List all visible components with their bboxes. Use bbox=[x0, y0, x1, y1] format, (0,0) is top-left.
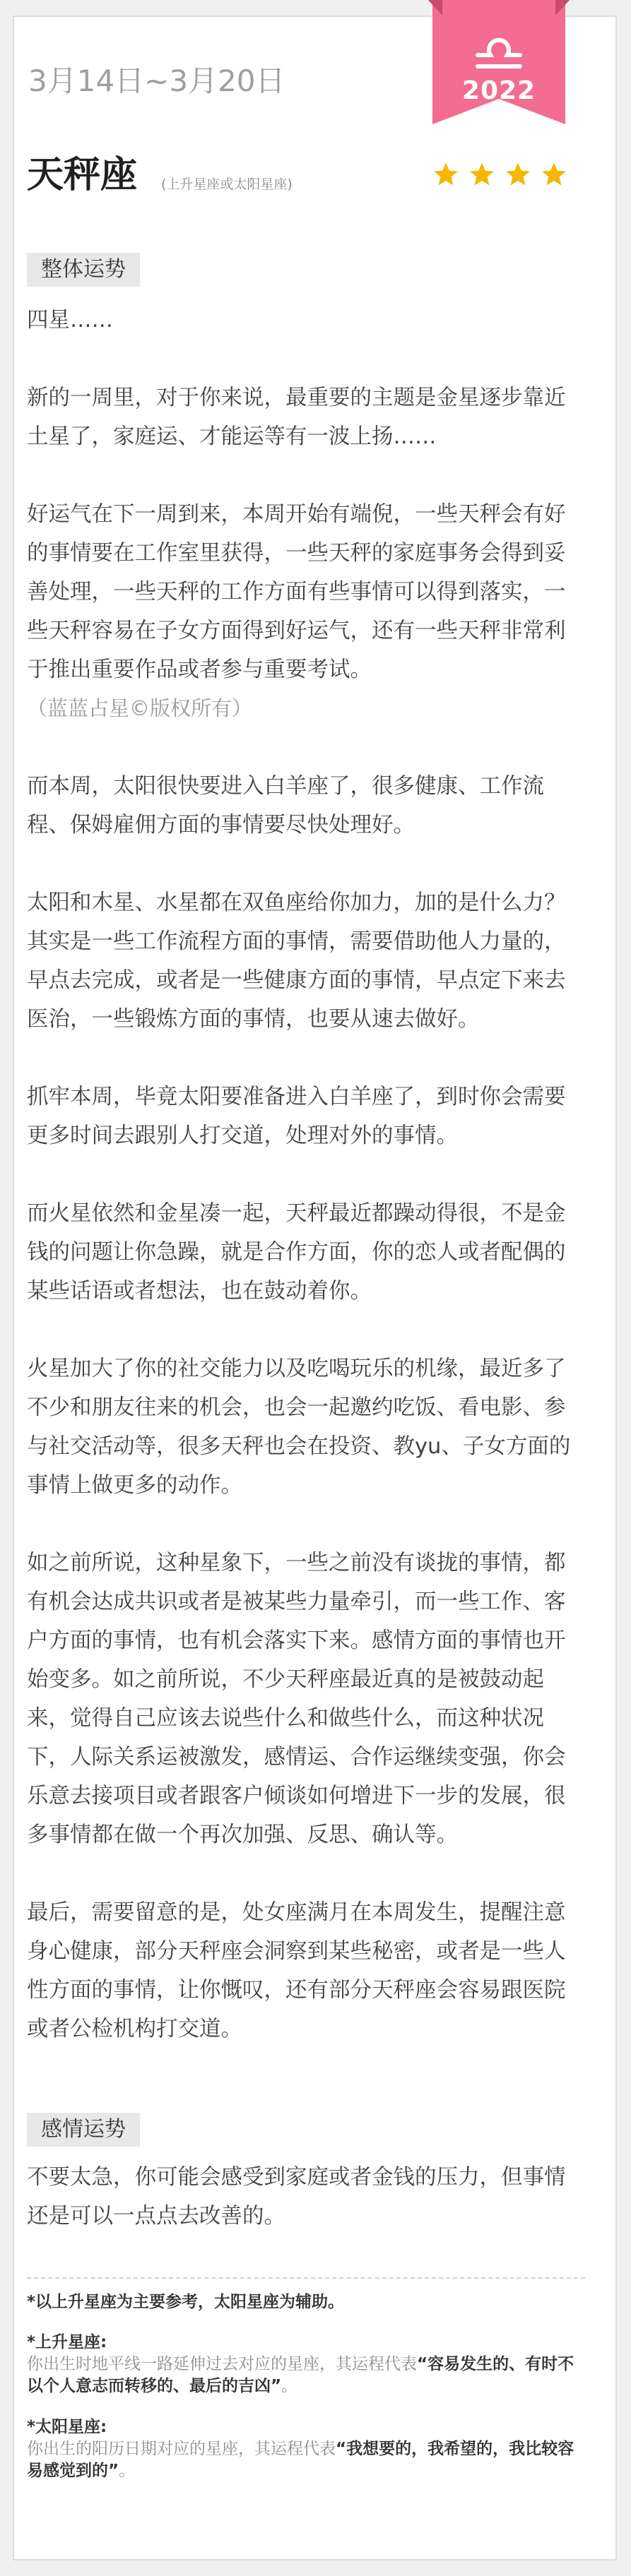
sun-desc: 你出生的阳历日期对应的星座，其运程代表 bbox=[27, 2440, 336, 2458]
rising-quote: “容易发生的、有时不以个人意志而转移的、最后的吉凶” bbox=[27, 2355, 574, 2395]
rising-desc: 你出生时地平线一路延伸过去对应的星座，其运程代表 bbox=[27, 2355, 417, 2373]
overall-paragraph-text: 好运气在下一周到来，本周开始有端倪，一些天秤会有好的事情要在工作室里获得，一些天秤的家庭事务会得到妥善处理，一些天秤的工作方面有些事情可以得到落实，一些天秤容易在子女方面得到好运气，还有一些天秤非常利于推出重要作品或者参与重要考试。 bbox=[27, 502, 566, 682]
overall-paragraph bbox=[27, 495, 585, 728]
sun-label: *太阳星座: bbox=[27, 2418, 107, 2436]
rising-label: *上升星座: bbox=[27, 2333, 107, 2351]
star-icon bbox=[541, 161, 567, 188]
date-range: 3月14日~3月20日 bbox=[28, 64, 285, 98]
overall-paragraph: 最后，需要留意的是，处女座满月在本周发生，提醒注意身心健康，部分天秤座会洞察到某些秘密，或者是一些人性方面的事情，让你慨叹，还有部分天秤座会容易跟医院或者公检机构打交道。 bbox=[27, 1900, 566, 2041]
sign-title: 天秤座 bbox=[27, 154, 138, 196]
sun-quote: “我想要的，我希望的，我比较容易感觉到的” bbox=[27, 2440, 574, 2480]
overall-paragraph: 而火星依然和金星凑一起，天秤最近都躁动得很，不是金钱的问题让你急躁，就是合作方面，你的恋人或者配偶的某些话语或者想法，也在鼓动着你。 bbox=[27, 1201, 566, 1304]
footer-divider bbox=[27, 2277, 585, 2279]
year-label: 2022 bbox=[461, 76, 536, 105]
overall-paragraph: 而本周，太阳很快要进入白羊座了，很多健康、工作流程、保姆雇佣方面的事情要尽快处理好。 bbox=[27, 774, 544, 837]
footer-main-note-text: *以上升星座为主要参考，太阳星座为辅助。 bbox=[27, 2293, 345, 2311]
sun-end: 。 bbox=[119, 2462, 136, 2480]
overall-fortune-tag: 整体运势 bbox=[27, 253, 140, 287]
footer-rising-note bbox=[27, 2332, 585, 2397]
overall-paragraph: 抓牢本周，毕竟太阳要准备进入白羊座了，到时你会需要更多时间去跟别人打交道，处理对外的事情。 bbox=[27, 1085, 566, 1148]
year-ribbon bbox=[428, 0, 570, 134]
overall-paragraph: 太阳和木星、水星都在双鱼座给你加力，加的是什么力？其实是一些工作流程方面的事情，需要借助他人力量的，早点去完成，或者是一些健康方面的事情，早点定下来去医治，一些锻炼方面的事情，也要从速去做好。 bbox=[27, 890, 566, 1032]
footer-sun-note bbox=[27, 2416, 585, 2482]
star-icon bbox=[468, 161, 495, 188]
love-fortune-text bbox=[27, 2158, 585, 2236]
overall-paragraph: 如之前所说，这种星象下，一些之前没有谈拢的事情，都有机会达成共识或者是被某些力量牵引，而一些工作、客户方面的事情，也有机会落实下来。感情方面的事情也开始变多。如之前所说，不少天秤座最近真的是被鼓动起来，觉得自己应该去说些什么和做些什么，而这种状况下，人际关系运被激发，感情运、合作运继续变强，你会乐意去接项目或者跟客户倾谈如何增进下一步的发展，很多事情都在做一个再次加强、反思、确认等。 bbox=[27, 1551, 566, 1847]
overall-paragraph: 新的一周里，对于你来说，最重要的主题是金星逐步靠近土星了，家庭运、才能运等有一波上扬…… bbox=[27, 386, 566, 449]
rising-end: 。 bbox=[281, 2377, 298, 2395]
rating-stars bbox=[432, 161, 577, 189]
copyright-note: （蓝蓝占星©版权所有） bbox=[27, 696, 253, 720]
love-paragraph: 不要太急，你可能会感受到家庭或者金钱的压力，但事情还是可以一点点去改善的。 bbox=[27, 2165, 566, 2229]
overall-paragraph: 四星…… bbox=[27, 308, 113, 333]
star-icon bbox=[432, 161, 459, 188]
overall-fortune-text bbox=[27, 301, 585, 2049]
love-fortune-tag: 感情运势 bbox=[27, 2113, 140, 2147]
footer-main-note bbox=[27, 2291, 585, 2313]
star-icon bbox=[505, 161, 531, 188]
overall-paragraph: 火星加大了你的社交能力以及吃喝玩乐的机缘，最近多了不少和朋友往来的机会，也会一起邀约吃饭、看电影、参与社交活动等，很多天秤也会在投资、教yu、子女方面的事情上做更多的动作。 bbox=[27, 1356, 571, 1498]
sign-subtitle: (上升星座或太阳星座) bbox=[161, 177, 293, 192]
